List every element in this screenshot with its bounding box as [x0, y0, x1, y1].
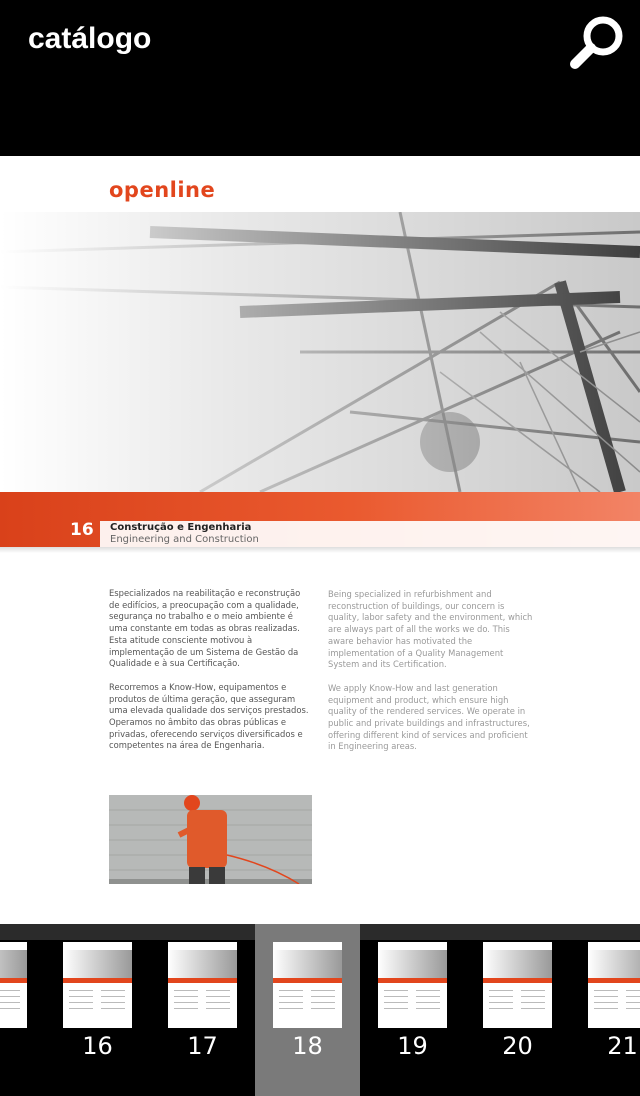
thumbnail-page-number: 18	[292, 1032, 323, 1060]
paragraph: We apply Know-How and last generation equipment and product, which ensure high quality of the rendered services. We operate in public and private buildings and infrastructures, offering different kind of services and proficient in Engineering areas.	[328, 682, 530, 752]
hero-image-steel-structure	[0, 212, 640, 492]
thumbnail-image	[63, 942, 132, 1028]
paragraph: Recorremos a Know-How, equipamentos e produtos de última geração, que asseguram uma elevada qualidade dos serviços prestados. Operamos no âmbito das obras públicas e privadas, oferecendo serviços diversificados e competentes na área de Engenharia.	[109, 681, 309, 751]
catalog-page[interactable]	[0, 156, 640, 924]
chapter-title-pt: Construção e Engenharia	[110, 522, 252, 533]
chapter-number: 16	[70, 520, 94, 540]
thumbnail-page-20[interactable]	[465, 924, 570, 1096]
thumbnail-page-number: 16	[82, 1032, 113, 1060]
thumbnail-page-21[interactable]	[570, 924, 640, 1096]
thumbnail-page-number: 20	[502, 1032, 533, 1060]
thumbnail-image	[588, 942, 640, 1028]
thumbnail-page-number: 19	[397, 1032, 428, 1060]
thumbnail-image	[483, 942, 552, 1028]
thumbnail-image	[378, 942, 447, 1028]
page-thumbnail-strip[interactable]	[0, 924, 640, 1096]
search-icon	[566, 10, 630, 74]
thumbnail-image	[0, 942, 27, 1028]
thumbnail-page-5[interactable]	[0, 924, 45, 1096]
thumbnail-page-17[interactable]	[150, 924, 255, 1096]
thumbnail-page-number: 21	[607, 1032, 638, 1060]
search-button[interactable]	[566, 10, 630, 74]
thumbnail-page-number	[0, 1032, 45, 1060]
text-column-en	[328, 589, 533, 765]
worker-photo	[109, 795, 312, 884]
app-title: catálogo	[28, 22, 152, 55]
thumbnail-page-19[interactable]	[360, 924, 465, 1096]
thumbnail-image	[168, 942, 237, 1028]
thumbnail-page-16[interactable]	[45, 924, 150, 1096]
paragraph: Being specialized in refurbishment and reconstruction of buildings, our concern is quality, labor safety and the environment, which are always part of all the works we do. This aware behavior has motivated the implementation of a Quality Management System and its Certification.	[328, 589, 533, 670]
thumbnail-page-number: 17	[187, 1032, 218, 1060]
thumbnail-page-18[interactable]	[255, 924, 360, 1096]
chapter-title-en: Engineering and Construction	[110, 534, 259, 545]
top-bar	[0, 0, 640, 156]
brand-logo: openline	[109, 178, 216, 202]
paragraph: Especializados na reabilitação e reconstrução de edifícios, a preocupação com a qualidade, segurança no trabalho e o meio ambiente é uma constante em todas as obras realizadas. Esta atitude consciente motivou à implementação de um Sistema de Gestão da Qualidade e à sua Certificação.	[109, 588, 301, 669]
thumbnail-image	[273, 942, 342, 1028]
text-column-pt	[109, 588, 309, 764]
